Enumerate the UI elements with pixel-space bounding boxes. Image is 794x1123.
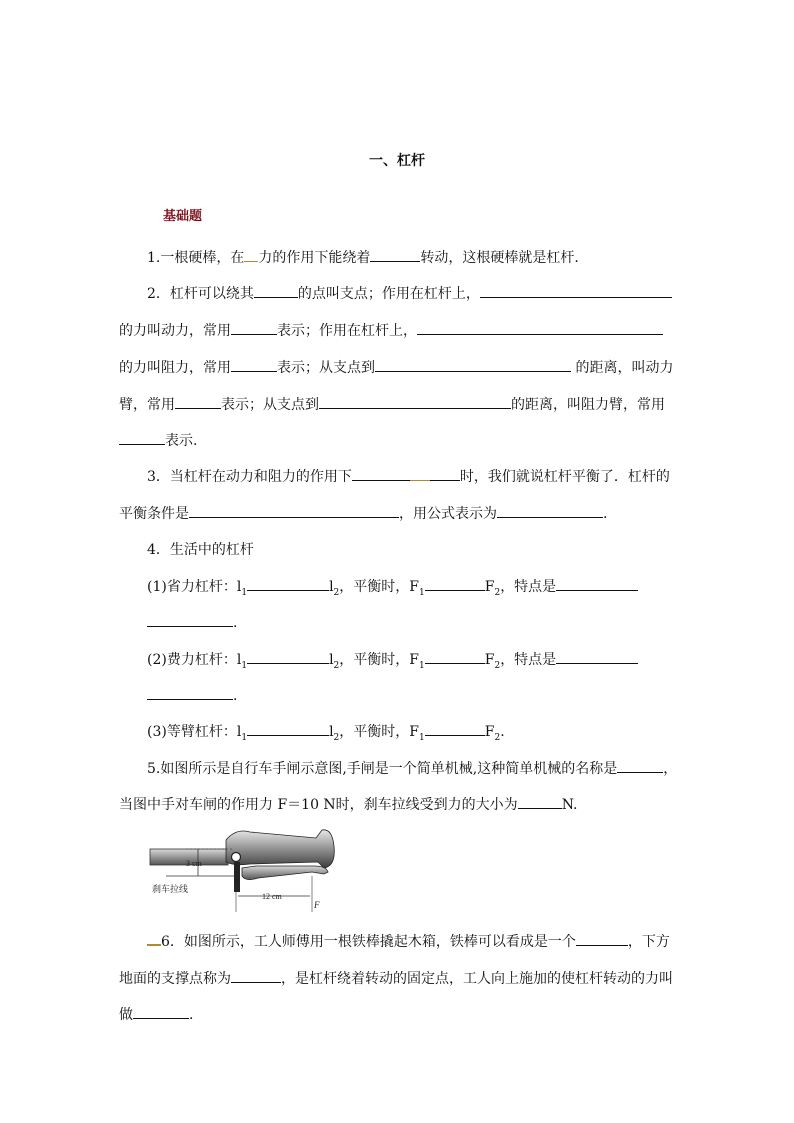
question-4-item-3: (3)等臂杠杆：$l_1$ $l_2$，平衡时，$F_1$ $F_2$. — [147, 721, 505, 748]
question-5-line-2: 当图中手对车闸的作用力 F＝10 N时，刹车拉线受到力的大小为 N. — [119, 794, 578, 815]
answer-blank[interactable] — [417, 320, 663, 335]
force-label: F — [314, 900, 320, 910]
answer-blank[interactable] — [410, 466, 430, 481]
handlebar-grip — [226, 830, 334, 868]
bicycle-brake-figure — [146, 826, 506, 914]
question-4-item-2-cont: . — [147, 685, 237, 706]
highlight-mark — [147, 934, 161, 946]
question-1: 1.一根硬棒，在 力的作用下能绕着 转动，这根硬棒就是杠杆. — [147, 247, 579, 268]
question-4-heading: 4．生活中的杠杆 — [147, 542, 254, 558]
answer-blank[interactable] — [430, 466, 460, 481]
answer-blank[interactable] — [189, 503, 399, 518]
answer-blank[interactable] — [247, 576, 329, 591]
answer-blank[interactable] — [370, 247, 420, 262]
question-6-line-3: 做 . — [119, 1004, 193, 1025]
answer-blank[interactable] — [133, 1004, 189, 1019]
answer-blank[interactable] — [244, 247, 258, 262]
answer-blank[interactable] — [556, 649, 638, 664]
pivot-point — [232, 853, 241, 862]
answer-blank[interactable] — [247, 649, 329, 664]
answer-blank[interactable] — [231, 357, 277, 372]
answer-blank[interactable] — [319, 394, 511, 409]
question-4-item-2: (2)费力杠杆：$l_1$ $l_2$，平衡时，$F_1$ $F_2$，特点是 — [147, 649, 638, 676]
answer-blank[interactable] — [518, 794, 562, 809]
answer-blank[interactable] — [617, 758, 663, 773]
answer-blank[interactable] — [352, 466, 410, 481]
answer-blank[interactable] — [147, 685, 233, 700]
answer-blank[interactable] — [480, 283, 672, 298]
brake-cable — [234, 862, 240, 892]
answer-blank[interactable] — [254, 283, 298, 298]
answer-blank[interactable] — [231, 320, 277, 335]
answer-blank[interactable] — [556, 576, 638, 591]
answer-blank[interactable] — [425, 649, 485, 664]
answer-blank[interactable] — [425, 721, 485, 736]
answer-blank[interactable] — [497, 503, 603, 518]
answer-blank[interactable] — [119, 430, 165, 445]
answer-blank[interactable] — [147, 612, 233, 627]
answer-blank[interactable] — [231, 968, 281, 983]
question-3-line-1: 3．当杠杆在动力和阻力的作用下 时，我们就说杠杆平衡了．杠杆的 — [147, 466, 670, 487]
question-2-line-1: 2．杠杆可以绕其 的点叫支点；作用在杠杆上， — [147, 283, 672, 304]
question-2-line-2: 的力叫动力，常用 表示；作用在杠杆上， — [119, 320, 663, 341]
answer-blank[interactable] — [425, 576, 485, 591]
question-3-line-2: 平衡条件是 ，用公式表示为 . — [119, 503, 607, 524]
question-6-line-2: 地面的支撑点称为 ，是杠杆绕着转动的固定点，工人向上施加的使杠杆转动的力叫 — [119, 968, 673, 989]
cable-label: 刹车拉线 — [152, 885, 189, 895]
question-4-item-1: (1)省力杠杆：$l_1$ $l_2$，平衡时，$F_1$ $F_2$，特点是 — [147, 576, 638, 603]
section-heading: 基础题 — [163, 209, 203, 224]
question-5-line-1: 5.如图所示是自行车手闸示意图,手闸是一个简单机械,这种简单机械的名称是 ， — [147, 758, 677, 779]
answer-blank[interactable] — [175, 394, 221, 409]
question-6-line-1: 6．如图所示，工人师傅用一根铁棒撬起木箱，铁棒可以看成是一个 ，下方 — [147, 931, 670, 952]
answer-blank[interactable] — [247, 721, 329, 736]
page-title: 一、杠杆 — [369, 153, 425, 169]
question-4-item-1-cont: . — [147, 612, 237, 633]
answer-blank[interactable] — [375, 357, 571, 372]
question-2-line-4: 臂，常用 表示；从支点到 的距离，叫阻力臂，常用 — [119, 394, 665, 415]
brake-lever — [242, 866, 328, 880]
question-2-line-5: 表示. — [119, 430, 197, 451]
dimension-3cm-label: 3 cm — [186, 859, 202, 868]
answer-blank[interactable] — [576, 931, 628, 946]
dimension-12cm-label: 12 cm — [262, 892, 282, 901]
question-2-line-3: 的力叫阻力，常用 表示；从支点到 的距离，叫动力 — [119, 357, 673, 378]
